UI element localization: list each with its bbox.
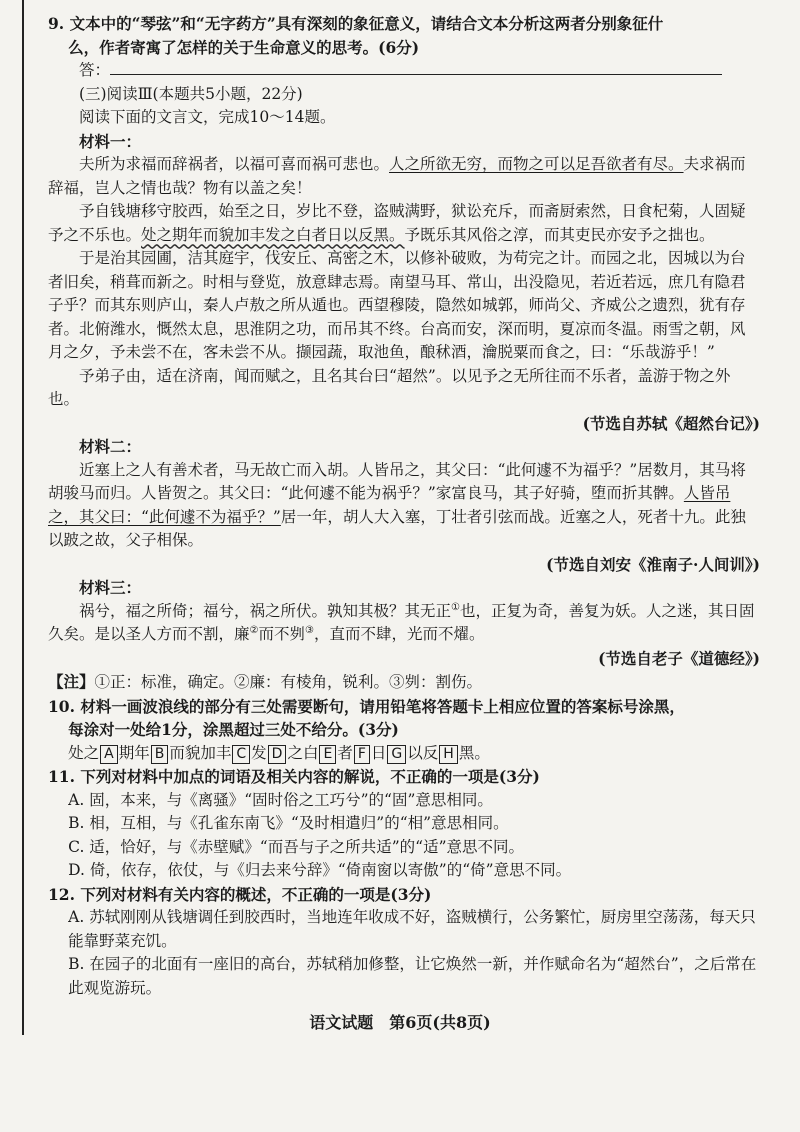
q10-segment: 以反 xyxy=(407,743,439,762)
material-1-title: 材料一： xyxy=(79,131,142,151)
question-12-stem: 12. 下列对材料有关内容的概述，不正确的一项是(3分) xyxy=(48,884,432,904)
answer-line[interactable] xyxy=(110,60,722,75)
question-11-option-c[interactable]: C. 适，恰好，与《赤壁赋》“而吾与子之所共适”的“适”意思不同。 xyxy=(68,837,524,856)
q10-mark-a[interactable]: A xyxy=(100,745,118,764)
material-1-para-4: 予弟子由，适在济南，闻而赋之，且名其台曰“超然”。以见予之无所往而不乐者，盖游于物之外也。 xyxy=(48,366,731,408)
q10-segment: 而貌加丰 xyxy=(169,743,232,762)
annotation-note xyxy=(48,670,760,695)
question-11-option-b[interactable]: B. 相，互相，与《孔雀东南飞》“及时相遣归”的“相”意思相同。 xyxy=(68,814,509,832)
binding-margin-line xyxy=(22,0,24,1035)
material-3-para-1 xyxy=(48,600,760,647)
material-2-underlined: 人皆吊之，其父曰：“此何遽不为福乎？” xyxy=(48,484,731,526)
question-10-line1: 10. 材料一画波浪线的部分有三处需要断句，请用铅笔将答题卡上相应位置的答案标号涂黑， xyxy=(48,696,685,716)
q10-segment: 黑。 xyxy=(458,743,490,762)
material-3-text: 祸兮，福之所倚；福兮，祸之所伏。孰知其极？其无正 xyxy=(79,601,452,620)
footnote-mark: ③ xyxy=(305,624,314,636)
material-2-para-1 xyxy=(48,459,760,553)
section-instruction: 阅读下面的文言文，完成10～14题。 xyxy=(79,108,336,126)
material-1-text: 予自钱塘移守胶西，始至之日，岁比不登，盗贼满野，狱讼充斥，而斋厨索然，日食杞菊，人固疑予之不乐也。 xyxy=(48,202,746,244)
material-1-underlined: 人之所欲无穷，而物之可以足吾欲者有尽。 xyxy=(389,155,684,173)
question-12-option-b[interactable]: B. 在园子的北面有一座旧的高台，苏轼稍加修整，让它焕然一新，并作赋命名为“超然台”，之后常在此观览游玩。 xyxy=(68,955,757,997)
material-3-source: (节选自老子《道德经》) xyxy=(598,648,760,668)
material-1-text: 夫所为求福而辞祸者，以福可喜而祸可悲也。 xyxy=(79,155,390,173)
material-2-text: 居一年，胡人大入塞，丁壮者引弦而战。近塞之人，死者十九。此独以跛之故，父子相保。 xyxy=(48,507,746,549)
answer-row xyxy=(48,59,760,83)
q10-segment: 发 xyxy=(251,743,267,762)
note-label: 【注】 xyxy=(48,672,95,691)
material-2-text: 近塞上之人有善术者，马无故亡而入胡。人皆吊之，其父曰：“此何遽不为福乎？”居数月，其马将胡骏马而归。人皆贺之。其父曰：“此何遽不能为祸乎？”家富良马，其子好骑，堕而折其髀。 xyxy=(48,460,746,502)
q10-segment: 日 xyxy=(370,743,387,762)
answer-label: 答： xyxy=(79,61,111,79)
q10-mark-f[interactable]: F xyxy=(354,745,370,764)
material-1-para-3: 于是治其园圃，洁其庭宇，伐安丘、高密之木，以修补破败，为苟完之计。而园之北，因城以为台者旧矣，稍葺而新之。时相与登览，放意肆志焉。南望马耳、常山，出没隐见，若近若远，庶几有隐君子乎？而其东则庐山，秦人卢敖之所从遁也。西望穆陵，隐然如城郭，师尚父、齐威公之遗烈，犹有存者。北俯潍水，慨然太息，思淮阴之功，而吊其不终。台高而安，深而明，夏凉而冬温。雨雪之朝，风月之夕，予未尝不在，客未尝不从。撷园蔬，取池鱼，酿秫酒，瀹脱粟而食之，曰：“乐哉游乎！” xyxy=(48,249,746,361)
q10-segment: 者 xyxy=(337,743,353,762)
q10-mark-e[interactable]: E xyxy=(319,745,336,764)
material-3-text: 而不刿 xyxy=(258,625,305,643)
q10-segment: 处之 xyxy=(68,743,100,762)
material-1-wavy-line: 处之期年而貌加丰发之白者日以反黑。 xyxy=(141,225,405,244)
material-1-para-2 xyxy=(48,200,760,247)
material-2-title: 材料二： xyxy=(79,437,142,456)
material-3-text: ，直而不肆，光而不燿。 xyxy=(313,625,485,643)
material-1-source: (节选自苏轼《超然台记》) xyxy=(582,413,760,433)
q10-mark-c[interactable]: C xyxy=(232,745,250,764)
question-9-line2: 么，作者寄寓了怎样的关于生命意义的思考。(6分) xyxy=(68,37,420,57)
q10-segment: 期年 xyxy=(118,743,150,762)
q10-mark-b[interactable]: B xyxy=(151,745,169,764)
question-12-option-a[interactable]: A. 苏轼刚刚从钱塘调任到胶西时，当地连年收成不好，盗贼横行，公务繁忙，厨房里空荡荡，每天只能靠野菜充饥。 xyxy=(68,908,756,950)
material-3-text: 也，正复为奇，善复为妖。人之迷，其日固久矣。是以圣人方而不割，廉 xyxy=(48,601,755,643)
section-heading: (三)阅读Ⅲ(本题共5小题，22分) xyxy=(79,84,303,103)
question-11-stem: 11. 下列对材料中加点的词语及相关内容的解说，不正确的一项是(3分) xyxy=(48,767,540,786)
material-1-text: 予既乐其风俗之淳，而其吏民亦安予之拙也。 xyxy=(404,225,715,244)
material-3-title: 材料三： xyxy=(79,578,142,597)
footnote-mark: ② xyxy=(249,624,259,636)
question-11-option-a[interactable]: A. 固，本来，与《离骚》“固时俗之工巧兮”的“固”意思相同。 xyxy=(68,790,493,809)
q10-mark-h[interactable]: H xyxy=(439,745,458,764)
exam-page xyxy=(48,12,760,1000)
material-1-para-1 xyxy=(48,153,760,200)
question-9-line1: 9. 文本中的“琴弦”和“无字药方”具有深刻的象征意义，请结合文本分析这两者分别象征什 xyxy=(48,14,664,33)
note-text: ①正：标准，确定。②廉：有棱角，锐利。③刿：割伤。 xyxy=(94,673,483,691)
q10-segment: 之白 xyxy=(287,743,319,762)
footnote-mark: ① xyxy=(451,601,460,613)
question-11-option-d[interactable]: D. 倚，依存，依仗，与《归去来兮辞》“倚南窗以寄傲”的“倚”意思不同。 xyxy=(68,861,572,879)
question-10-line2: 每涂对一处给1分，涂黑超过三处不给分。(3分) xyxy=(68,720,399,739)
question-10-options xyxy=(48,742,760,766)
page-footer: 语文试题 第6页(共8页) xyxy=(309,1013,491,1032)
q10-mark-d[interactable]: D xyxy=(268,745,287,764)
material-1-text: 夫求祸而辞福，岂人之情也哉？物有以盖之矣！ xyxy=(48,155,746,197)
q10-mark-g[interactable]: G xyxy=(387,745,406,764)
material-2-source: (节选自刘安《淮南子·人间训》) xyxy=(546,554,760,574)
